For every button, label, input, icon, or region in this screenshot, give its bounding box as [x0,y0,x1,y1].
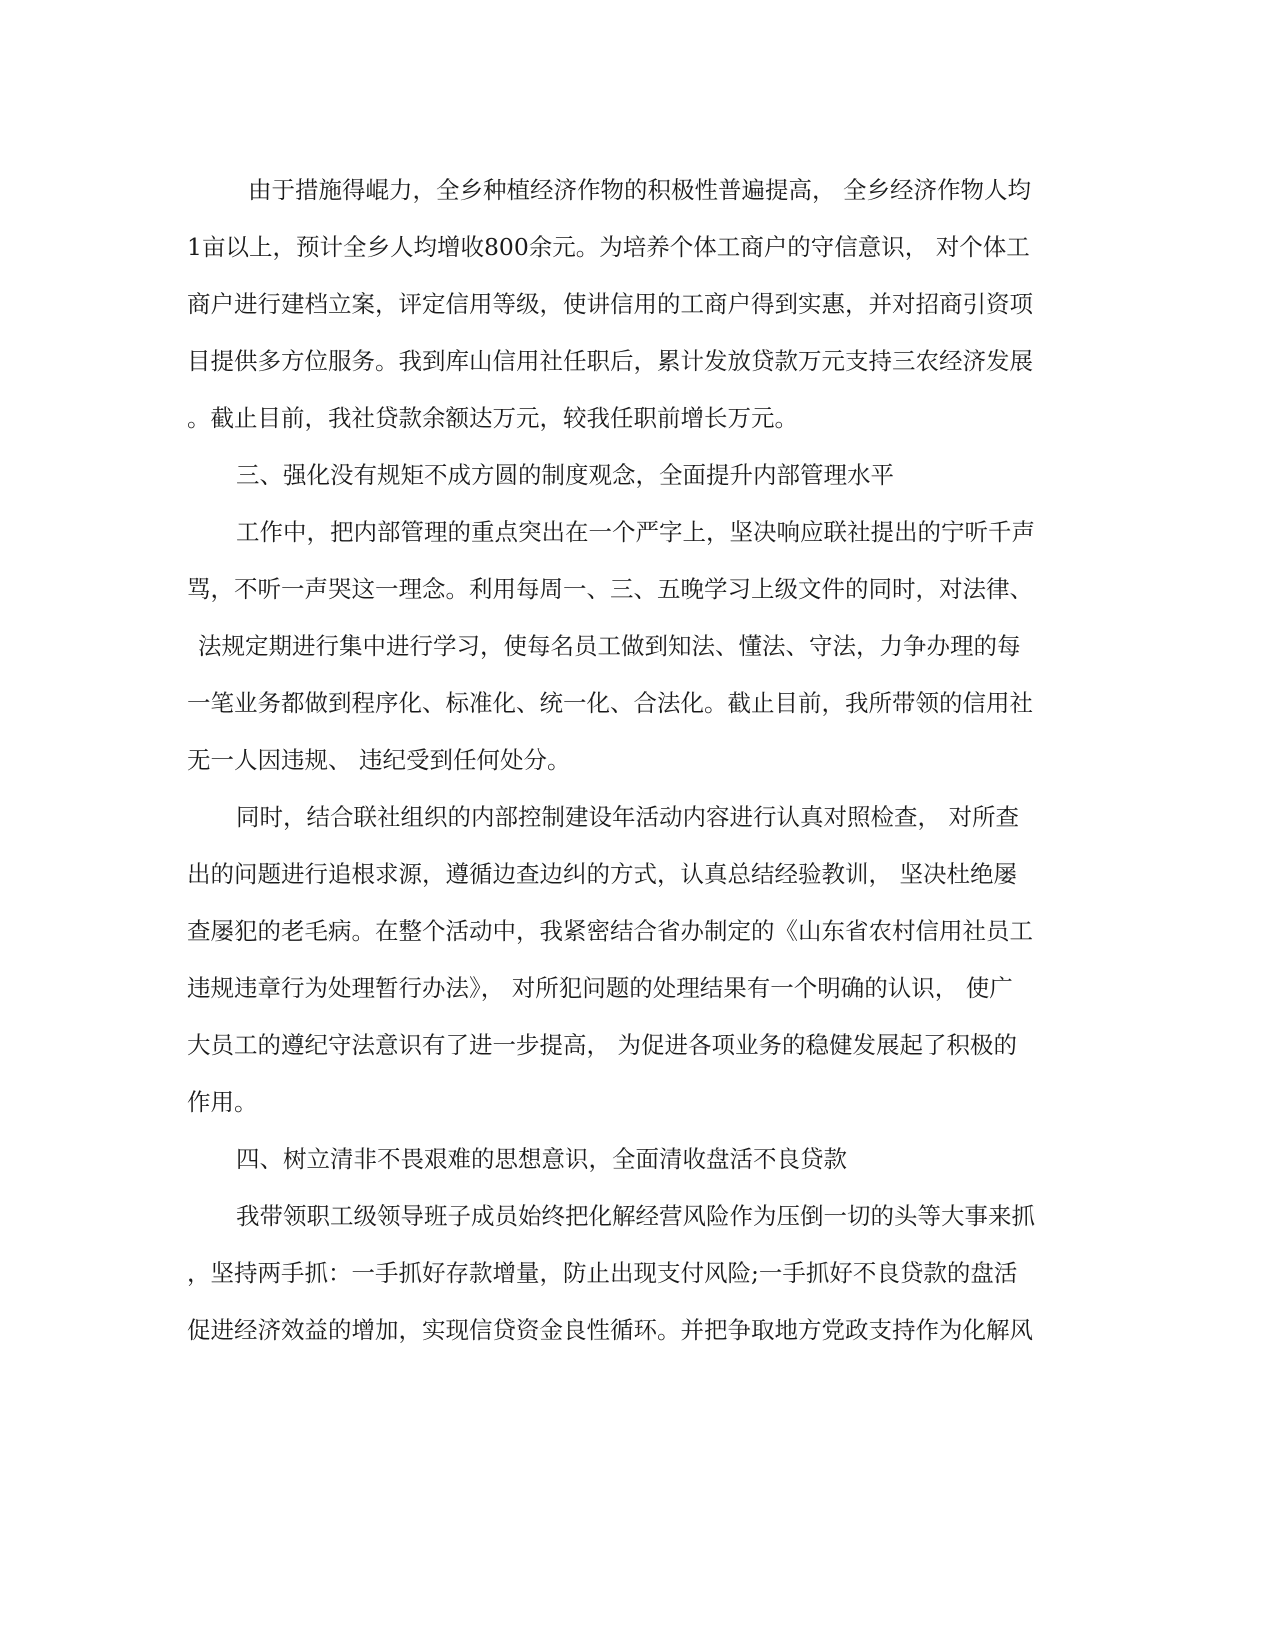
paragraph-line: 出的问题进行追根求源，遵循边查边纠的方式，认真总结经验教训， 坚决杜绝屡 [187,860,1017,888]
paragraph-line: 由于措施得崐力，全乡种植经济作物的积极性普遍提高， 全乡经济作物人均 [248,176,1031,204]
paragraph-line: 违规违章行为处理暂行办法》， 对所犯问题的处理结果有一个明确的认识， 使广 [187,974,1013,1002]
paragraph-line: 1亩以上，预计全乡人均增收800余元。为培养个体工商户的守信意识， 对个体工 [187,233,1030,261]
paragraph-line: 。截止目前，我社贷款余额达万元，较我任职前增长万元。 [187,404,798,432]
paragraph-line: 查屡犯的老毛病。在整个活动中，我紧密结合省办制定的《山东省农村信用社员工 [187,917,1033,945]
paragraph-line: 一笔业务都做到程序化、标准化、统一化、合法化。截止目前，我所带领的信用社 [187,689,1033,717]
paragraph-line: 作用。 [187,1088,258,1116]
paragraph-line: 同时，结合联社组织的内部控制建设年活动内容进行认真对照检查， 对所查 [236,803,1019,831]
paragraph-line: 我带领职工级领导班子成员始终把化解经营风险作为压倒一切的头等大事来抓 [236,1202,1035,1230]
paragraph-line: 法规定期进行集中进行学习，使每名员工做到知法、懂法、守法，力争办理的每 [198,632,1021,660]
paragraph-line: ，坚持两手抓：一手抓好存款增量，防止出现支付风险;一手抓好不良贷款的盘活 [187,1259,1018,1287]
paragraph-line: 工作中，把内部管理的重点突出在一个严字上，坚决响应联社提出的宁听千声 [236,518,1035,546]
paragraph-line: 骂，不听一声哭这一理念。利用每周一、三、五晚学习上级文件的同时，对法律、 [187,575,1033,603]
paragraph-line: 大员工的遵纪守法意识有了进一步提高， 为促进各项业务的稳健发展起了积极的 [187,1031,1017,1059]
section-heading: 三、强化没有规矩不成方圆的制度观念，全面提升内部管理水平 [236,461,894,489]
paragraph-line: 无一人因违规、 违纪受到任何处分。 [187,746,571,774]
section-heading: 四、树立清非不畏艰难的思想意识，全面清收盘活不良贷款 [236,1145,847,1173]
paragraph-line: 商户进行建档立案，评定信用等级，使讲信用的工商户得到实惠，并对招商引资项 [187,290,1033,318]
paragraph-line: 促进经济效益的增加，实现信贷资金良性循环。并把争取地方党政支持作为化解风 [187,1316,1033,1344]
paragraph-line: 目提供多方位服务。我到库山信用社任职后，累计发放贷款万元支持三农经济发展 [187,347,1033,375]
